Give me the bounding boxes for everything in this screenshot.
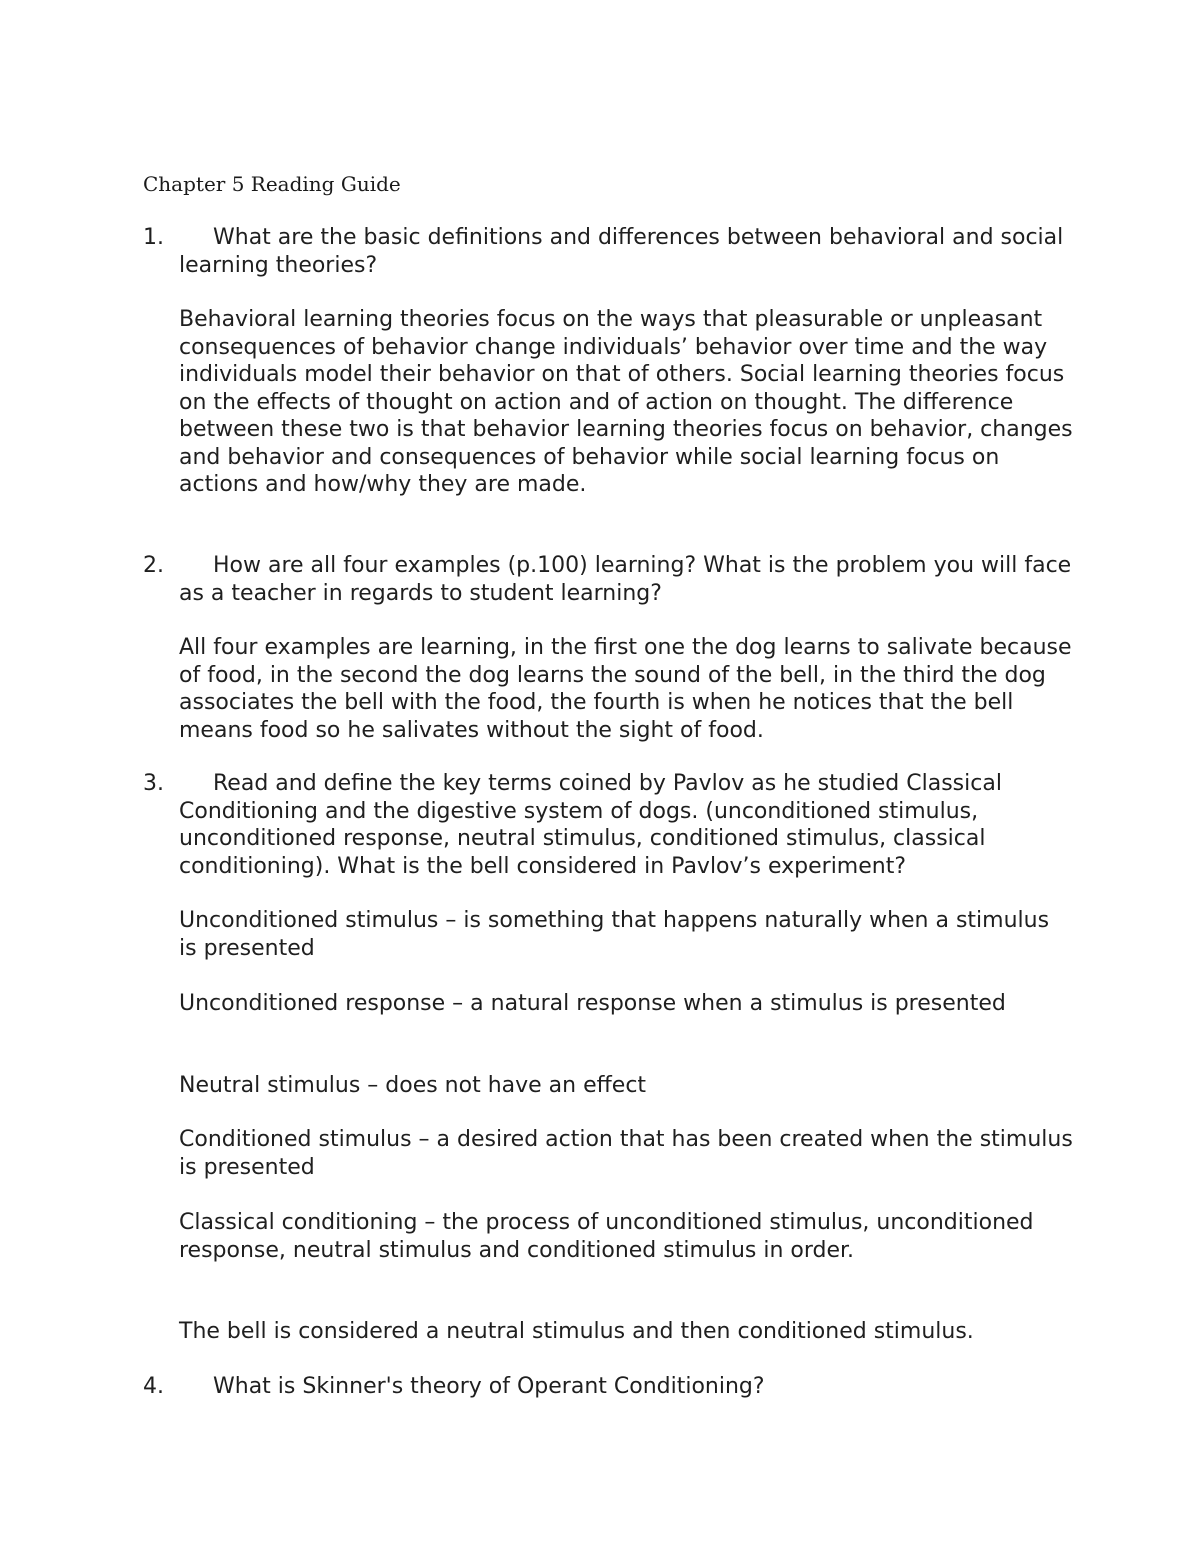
- question-number: 4.: [143, 1374, 164, 1399]
- question-text: Read and define the key terms coined by Pavlov as he studied Classical Conditioning and the digestive system of dogs. (unconditioned stimulus, unconditioned response, neutral stimulus, conditioned stimulus, classical conditioning). What is the bell considered in Pavlov’s experiment?: [179, 771, 1002, 879]
- question-number: 1.: [143, 225, 164, 250]
- answer-paragraph: The bell is considered a neutral stimulus and then conditioned stimulus.: [179, 1319, 974, 1344]
- question-number: 3.: [143, 771, 164, 796]
- answer-paragraph: All four examples are learning, in the first one the dog learns to salivate because of food, in the second the dog learns the sound of the bell, in the third the dog associates the bell with the food, the fourth is when he notices that the bell means food so he salivates without the sight of food.: [179, 635, 1072, 743]
- definition-neutral-stimulus: Neutral stimulus – does not have an effect: [179, 1073, 647, 1098]
- definition-classical-conditioning: Classical conditioning – the process of unconditioned stimulus, unconditioned response, neutral stimulus and conditioned stimulus in order.: [179, 1210, 1034, 1263]
- answer-paragraph: Behavioral learning theories focus on the ways that pleasurable or unpleasant consequences of behavior change individuals’ behavior over time and the way individuals model their behavior on that of others. Social learning theories focus on the effects of thought on action and of action on thought. The difference between these two is that behavior learning theories focus on behavior, changes and behavior and consequences of behavior while social learning focus on actions and how/why they are made.: [179, 307, 1073, 497]
- question-number: 2.: [143, 553, 164, 578]
- definition-unconditioned-response: Unconditioned response – a natural response when a stimulus is presented: [179, 991, 1006, 1016]
- page-title: Chapter 5 Reading Guide: [143, 172, 401, 196]
- question-3: [143, 770, 1073, 880]
- question-1: [143, 224, 1073, 279]
- question-4: [143, 1373, 1073, 1401]
- question-text: What is Skinner's theory of Operant Conditioning?: [213, 1374, 765, 1399]
- definition-unconditioned-stimulus: Unconditioned stimulus – is something that happens naturally when a stimulus is presented: [179, 908, 1050, 961]
- question-text: What are the basic definitions and differences between behavioral and social learning theories?: [179, 225, 1064, 278]
- question-text: How are all four examples (p.100) learning? What is the problem you will face as a teacher in regards to student learning?: [179, 553, 1072, 606]
- question-2: [143, 552, 1073, 607]
- definition-conditioned-stimulus: Conditioned stimulus – a desired action that has been created when the stimulus is presented: [179, 1127, 1073, 1180]
